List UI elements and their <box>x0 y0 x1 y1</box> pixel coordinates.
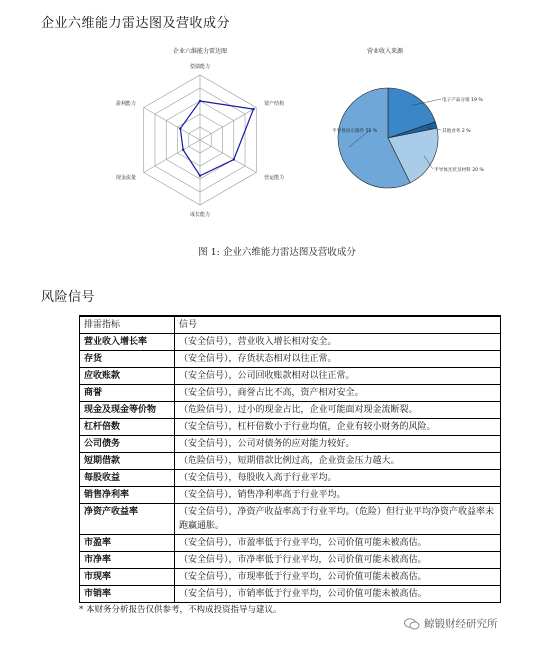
radar-axis-label: 成长能力 <box>189 212 211 218</box>
radar-axis-label: 偿债能力 <box>189 64 211 70</box>
indicator-name: 公司债务 <box>80 436 175 453</box>
signal-text: （安全信号），市盈率低于行业平均，公司价值可能未被高估。 <box>175 535 501 552</box>
radar-spoke <box>200 140 256 173</box>
table-row <box>80 385 501 402</box>
radar-point <box>199 175 201 177</box>
indicator-name: 现金及现金等价物 <box>80 402 175 419</box>
table-row <box>80 535 501 552</box>
signal-text: （安全信号），杠杆倍数小于行业均值，企业有较小财务的风险。 <box>175 419 501 436</box>
radar-chart <box>112 55 292 220</box>
radar-point <box>182 149 184 151</box>
header-signal: 信号 <box>175 316 501 334</box>
pie-slice-label: 半导体光伏及材料 20 % <box>434 168 484 173</box>
signal-text: （危险信号），短期借款比例过高，企业资金压力越大。 <box>175 453 501 470</box>
signal-text: （安全信号），存货状态相对以往正常。 <box>175 351 501 368</box>
table-row <box>80 368 501 385</box>
pie-chart <box>330 68 510 208</box>
pie-slice-label: 电子产品分销 19 % <box>442 98 483 103</box>
header-indicator: 排雷指标 <box>80 316 175 334</box>
wechat-icon <box>404 618 420 630</box>
pie-slice-label: 其他业务 2 % <box>442 129 471 134</box>
indicator-name: 市销率 <box>80 586 175 603</box>
table-row <box>80 487 501 504</box>
radar-axis-label: 营运能力 <box>264 175 285 181</box>
table-row <box>80 419 501 436</box>
radar-axis-label: 现金流量 <box>115 175 136 181</box>
signal-text: （安全信号），市净率低于行业平均，公司价值可能未被高估。 <box>175 552 501 569</box>
signal-text: （危险信号），过小的现金占比，企业可能面对现金流断裂。 <box>175 402 501 419</box>
table-row <box>80 552 501 569</box>
signal-text: （安全信号），每股收入高于行业平均。 <box>175 470 501 487</box>
signal-text: （安全信号），销售净利率高于行业平均。 <box>175 487 501 504</box>
signal-text: （安全信号），市销率低于行业平均，公司价值可能未被高估。 <box>175 586 501 603</box>
watermark-text: 鲸锻财经研究所 <box>424 618 498 630</box>
signal-text: （安全信号），营业收入增长相对安全。 <box>175 334 501 351</box>
indicator-name: 商誉 <box>80 385 175 402</box>
indicator-name: 应收账款 <box>80 368 175 385</box>
indicator-name: 市盈率 <box>80 535 175 552</box>
table-row <box>80 470 501 487</box>
indicator-name: 市现率 <box>80 569 175 586</box>
signal-text: （安全信号），市现率低于行业平均，公司价值可能未被高估。 <box>175 569 501 586</box>
indicator-name: 存货 <box>80 351 175 368</box>
table-row <box>80 504 501 535</box>
radar-point <box>252 108 254 110</box>
radar-point <box>179 127 181 129</box>
indicator-name: 市净率 <box>80 552 175 569</box>
indicator-name: 净资产收益率 <box>80 504 175 535</box>
table-row <box>80 453 501 470</box>
table-header-row <box>80 316 501 334</box>
signal-text: （安全信号），商誉占比不高，资产相对安全。 <box>175 385 501 402</box>
table-row <box>80 334 501 351</box>
table-row <box>80 436 501 453</box>
radar-spoke <box>144 140 200 173</box>
indicator-name: 杠杆倍数 <box>80 419 175 436</box>
indicator-name: 短期借款 <box>80 453 175 470</box>
table-row <box>80 586 501 603</box>
pie-slice-label: 半导体显示器件 55 % <box>332 129 378 134</box>
signal-text: （安全信号），公司对债务的应对能力较好。 <box>175 436 501 453</box>
section-title-risk: 风险信号 <box>41 290 96 305</box>
table-row <box>80 402 501 419</box>
risk-signal-table <box>79 315 501 603</box>
section-title-charts: 企业六维能力雷达图及营收成分 <box>41 16 231 31</box>
radar-point <box>199 100 201 102</box>
radar-axis-label: 盈利能力 <box>115 101 136 107</box>
table-row <box>80 351 501 368</box>
signal-text: （安全信号），净资产收益率高于行业平均。（危险）但行业平均净资产收益率未跑赢通胀。 <box>175 504 501 535</box>
table-row <box>80 569 501 586</box>
watermark <box>404 616 498 631</box>
indicator-name: 营业收入增长率 <box>80 334 175 351</box>
radar-chart-title: 企业六维能力雷达图 <box>172 48 227 55</box>
indicator-name: 每股收益 <box>80 470 175 487</box>
figure-caption: 图 1: 企业六维能力雷达图及营收成分 <box>198 247 356 258</box>
signal-text: （安全信号），公司回收账款相对以往正常。 <box>175 368 501 385</box>
indicator-name: 销售净利率 <box>80 487 175 504</box>
radar-point <box>233 158 235 160</box>
footnote: * 本财务分析报告仅供参考，不构成投资指导与建议。 <box>79 605 282 615</box>
pie-chart-title: 营业收入来源 <box>366 48 403 55</box>
radar-axis-label: 资产结构 <box>264 101 285 107</box>
